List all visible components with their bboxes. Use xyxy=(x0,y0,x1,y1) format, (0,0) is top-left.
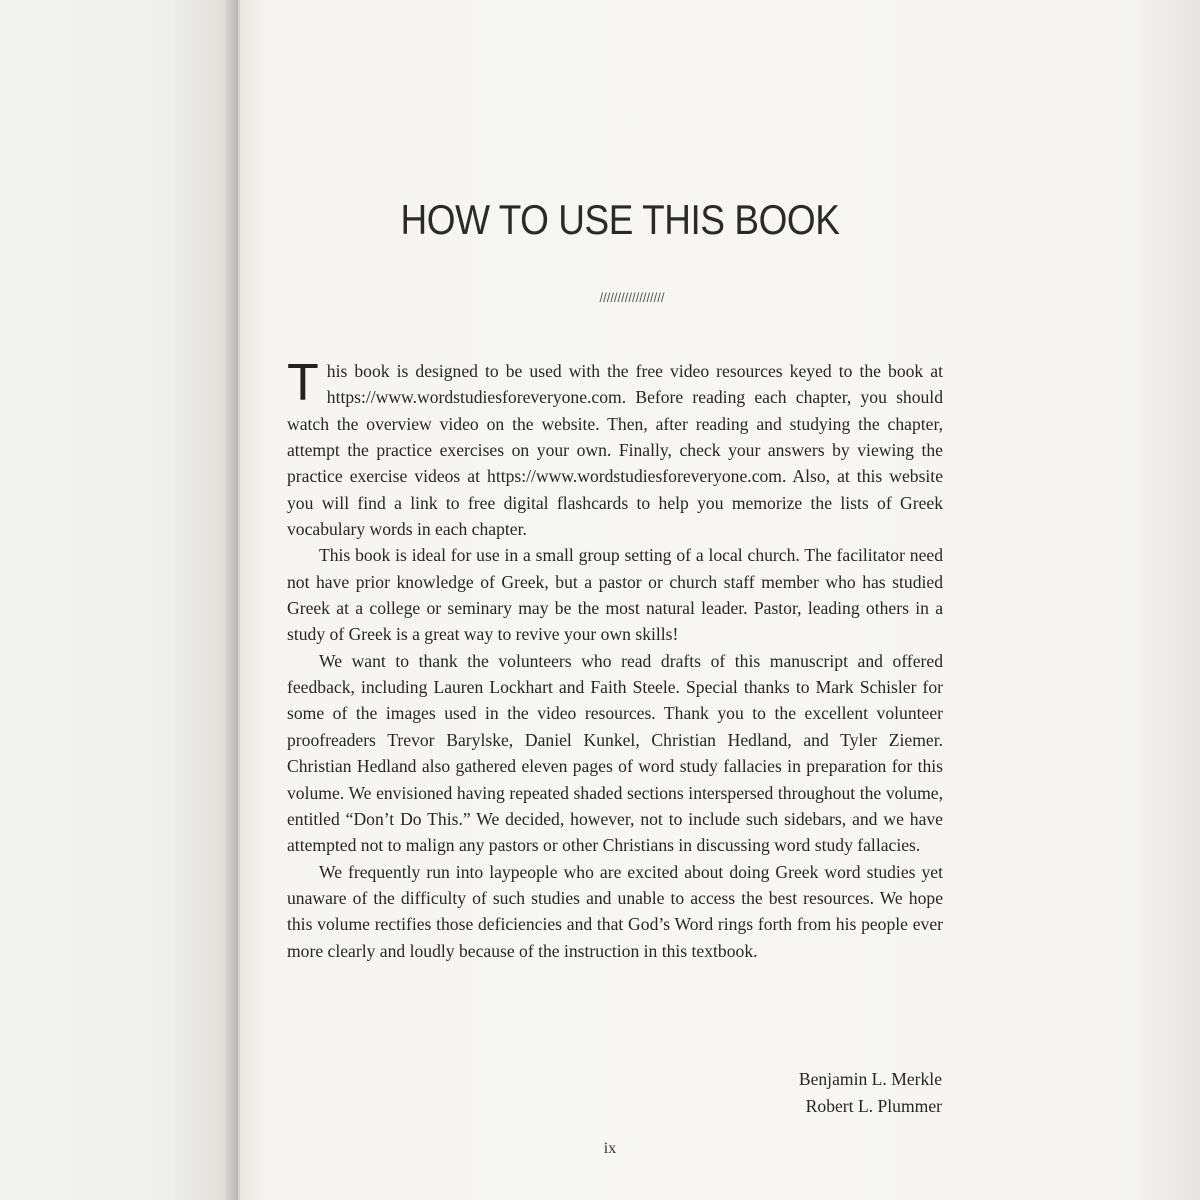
body-text xyxy=(287,354,943,964)
paragraph-1-text: his book is designed to be used with the free video resources keyed to the book at https://www.wordstudiesforeveryone.com. Before reading each chapter, you should watch the overview video on the website. Then, after reading and studying the chapter, attempt the practice exercises on your own. Finally, check your answers by viewing the practice exercise videos at https://www.wordstudiesforeveryone.com. Also, at this website you will find a link to free digital flashcards to help you memorize the lists of Greek vocabulary words in each chapter. xyxy=(287,361,943,540)
paragraph-4: We frequently run into laypeople who are excited about doing Greek word studies yet unaware of the difficulty of such studies and unable to access the best resources. We hope this volume rectifies those deficiencies and that God’s Word rings forth from his people ever more clearly and loudly because of the instruction in this textbook. xyxy=(287,861,943,961)
paragraph-1 xyxy=(287,354,943,542)
author-2: Robert L. Plummer xyxy=(805,1095,942,1116)
paragraph-2: This book is ideal for use in a small group setting of a local church. The facilitator need not have prior knowledge of Greek, but a pastor or church staff member who has studied Greek at a college or seminary may be the most natural leader. Pastor, leading others in a study of Greek is a great way to revive your own skills! xyxy=(287,545,943,645)
author-1: Benjamin L. Merkle xyxy=(798,1069,942,1089)
title-ornament: ////////////////// xyxy=(599,290,665,305)
author-signature xyxy=(600,1066,942,1119)
page-edge xyxy=(1142,0,1200,1200)
page-title: HOW TO USE THIS BOOK xyxy=(400,196,840,243)
page-number: ix xyxy=(603,1140,617,1157)
paragraph-3: We want to thank the volunteers who read drafts of this manuscript and offered feedback, including Lauren Lockhart and Faith Steele. Special thanks to Mark Schisler for some of the images used in the video resources. Thank you to the excellent volunteer proofreaders Trevor Barylske, Daniel Kunkel, Christian Hedland, and Tyler Ziemer. Christian Hedland also gathered eleven pages of word study fallacies in preparation for this volume. We envisioned having repeated shaded sections interspersed throughout the volume, entitled “Don’t Do This.” We decided, however, not to include such sidebars, and we have attempted not to malign any pastors or other Christians in discussing word study fallacies. xyxy=(287,650,943,856)
drop-cap: T xyxy=(287,354,319,412)
left-page xyxy=(0,0,238,1200)
